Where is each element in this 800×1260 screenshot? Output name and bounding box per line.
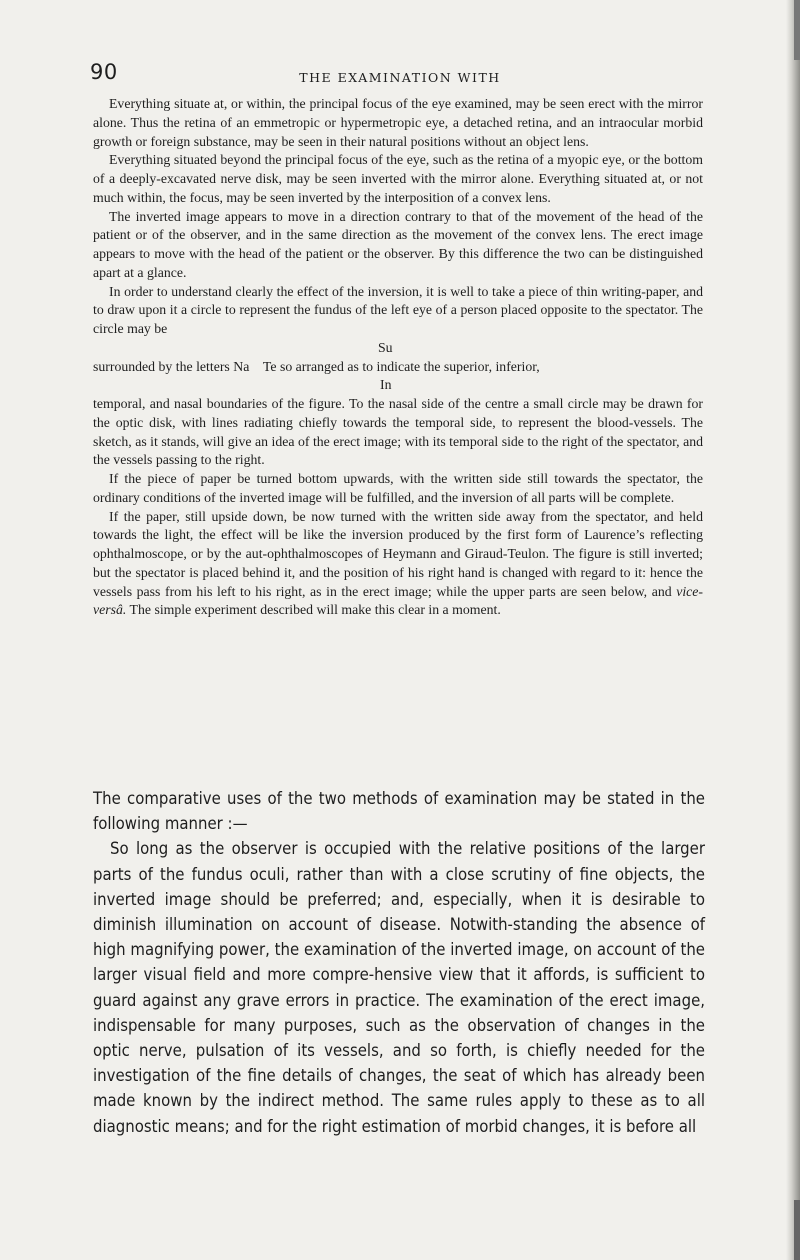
page-edge-mark (794, 0, 800, 60)
label-te: Te (262, 358, 277, 374)
label-na: Na (233, 358, 250, 374)
running-head: THE EXAMINATION WITH (299, 70, 501, 85)
page-number: 90 (90, 60, 118, 84)
text-span: surrounded by the letters (93, 358, 230, 374)
text-span: If the paper, still upside down, be now turned with the written side away from the spectator, and held towards the light, the effect will be like the inversion produced by the first form of Laurence’s reflecting ophthalmoscope, or by the aut-ophthalmoscopes of Heymann and Giraud-Teulon. The figure is still inverted; but the spectator is placed behind it, and the position of his right hand is changed with regard to it: hence the vessels pass from his left to his right, as in the erect image; while the upper parts are seen below, and (93, 508, 703, 599)
paragraph: Everything situate at, or within, the principal focus of the eye examined, may be seen erect with the mirror alone. Thus the retina of an emmetropic or hypermetropic eye, a detached retina, and an intraocular morbid growth or foreign substance, may be seen in their natural positions without an object lens. (93, 96, 703, 149)
paragraph: The inverted image appears to move in a direction contrary to that of the movement of the head of the patient or of the observer, and in the same direction as the movement of the convex lens. The erect image appears to move with the head of the patient or the observer. By this difference the two can be distinguished apart at a glance. (93, 208, 703, 280)
label-in: In (380, 377, 392, 393)
text-span: so arranged as to indicate the superior, inferior, (279, 358, 540, 374)
paragraph (93, 508, 703, 621)
italic-text: vice-versâ. (93, 583, 704, 618)
paragraph: In order to understand clearly the effect of the inversion, it is well to take a piece of thin writing-paper, and to draw upon it a circle to represent the fundus of the left eye of a person placed opposite to the spectator. The circle may be (93, 283, 703, 336)
label-su: Su (378, 339, 393, 355)
paragraph: Everything situated beyond the principal focus of the eye, such as the retina of a myopic eye, or the bottom of a deeply-excavated nerve disk, may be seen inverted with the mirror alone. Everything situated at, or not much within, the focus, may be seen inverted by the interposition of a convex lens. (93, 152, 703, 205)
page-edge-shadow (786, 0, 800, 1260)
page-edge-mark (794, 1200, 800, 1260)
text-span: The simple experiment described will make this clear in a moment. (129, 602, 501, 618)
figure-label-superior (93, 339, 703, 358)
paragraph: So long as the observer is occupied with the relative positions of the larger parts of the fundus oculi, rather than with a close scrutiny of fine objects, the inverted image should be preferred; and, especially, when it is desirable to diminish illumination on account of disease. Notwith-standing the absence of high magnifying power, the examination of the inverted image, on account of the larger visual field and more compre-hensive view that it affords, is sufficient to guard against any grave errors in practice. The examination of the erect image, indispensable for many purposes, such as the observation of changes in the optic nerve, pulsation of its vessels, and so forth, is chiefly needed for the investigation of the fine details of changes, the seat of which has already been made known by the indirect method. The same rules apply to these as to all diagnostic means; and for the right estimation of morbid changes, it is before all (93, 839, 705, 1136)
paragraph: The comparative uses of the two methods of examination may be stated in the following manner :— (93, 789, 705, 834)
small-print-section (93, 95, 703, 620)
paragraph: If the piece of paper be turned bottom upwards, with the written side still towards the spectator, the ordinary conditions of the inverted image will be fulfilled, and the inversion of all parts will be complete. (93, 471, 703, 505)
paragraph-continued: temporal, and nasal boundaries of the figure. To the nasal side of the centre a small circle may be drawn for the optic disk, with lines radiating chiefly towards the temporal side, to represent the blood-vessels. The sketch, as it stands, will give an idea of the erect image; with its temporal side to the right of the spectator, and the vessels passing to the right. (93, 396, 703, 468)
paragraph-continued (93, 358, 703, 377)
large-print-section (93, 786, 705, 1139)
figure-label-inferior (93, 376, 703, 395)
